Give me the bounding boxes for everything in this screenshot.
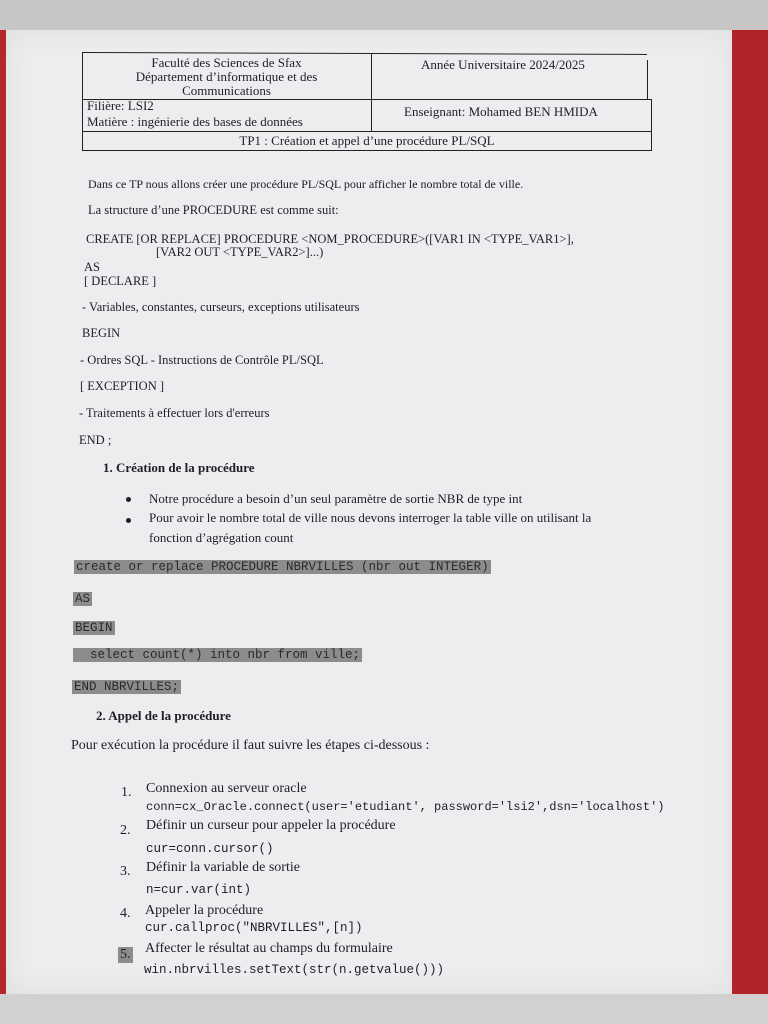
step-code: cur=conn.cursor() — [146, 842, 274, 856]
section1-title: 1. Création de la procédure — [103, 460, 255, 475]
bullet2-text-cont: fonction d’agrégation count — [149, 530, 294, 545]
bullet2-text: Pour avoir le nombre total de ville nous devons interroger la table ville on utilisant la — [149, 510, 592, 525]
bullet-icon — [126, 497, 131, 502]
step-title: Définir un curseur pour appeler la procédure — [146, 818, 396, 833]
tp-title: TP1 : Création et appel d’une procédure PL/SQL — [239, 133, 495, 148]
code-line-create — [74, 560, 491, 575]
step-title: Connexion au serveur oracle — [146, 781, 307, 796]
step-code: n=cur.var(int) — [146, 883, 252, 897]
bullet-icon — [126, 518, 131, 523]
step-title: Appeler la procédure — [145, 903, 264, 918]
department-name-cont: Communications — [182, 83, 271, 98]
code-text: BEGIN — [75, 621, 113, 635]
code-text: create or replace PROCEDURE NBRVILLES (nbr out INTEGER) — [76, 560, 489, 574]
code-text: AS — [75, 592, 91, 606]
step-code: conn=cx_Oracle.connect(user='etudiant', password='lsi2',dsn='localhost') — [146, 800, 665, 814]
code-line-end — [72, 680, 181, 695]
begin-keyword: BEGIN — [82, 326, 121, 340]
create-syntax-line1: CREATE [OR REPLACE] PROCEDURE <NOM_PROCEDURE>([VAR1 IN <TYPE_VAR1>], — [86, 232, 574, 246]
department-name: Département d’informatique et des — [135, 69, 318, 84]
binder-edge-right — [732, 30, 768, 994]
code-line-select — [73, 648, 362, 663]
end-keyword: END ; — [79, 433, 112, 447]
traitements-desc: - Traitements à effectuer lors d'erreurs — [79, 406, 270, 420]
bullet1-text: Notre procédure a besoin d’un seul paramètre de sortie NBR de type int — [149, 491, 523, 506]
background-top — [0, 0, 768, 32]
step-number: 1. — [121, 785, 132, 800]
faculty-name: Faculté des Sciences de Sfax — [151, 55, 302, 70]
intro-line: Dans ce TP nous allons créer une procédure PL/SQL pour afficher le nombre total de ville. — [88, 177, 524, 191]
code-line-as — [73, 592, 92, 607]
as-keyword: AS — [84, 260, 100, 274]
enseignant: Enseignant: Mohamed BEN HMIDA — [404, 104, 598, 119]
declare-keyword: [ DECLARE ] — [84, 274, 157, 288]
code-text: select count(*) into nbr from ville; — [75, 648, 361, 662]
step-number: 3. — [120, 864, 131, 879]
step-code: win.nbrvilles.setText(str(n.getvalue())) — [144, 963, 445, 977]
section2-title: 2. Appel de la procédure — [96, 708, 231, 723]
step-number: 2. — [120, 823, 131, 838]
matiere: Matière : ingénierie des bases de données — [87, 114, 303, 129]
structure-intro: La structure d’une PROCEDURE est comme suit: — [88, 203, 339, 217]
code-text: END NBRVILLES; — [74, 680, 180, 694]
section2-intro: Pour exécution la procédure il faut suivre les étapes ci-dessous : — [71, 738, 430, 753]
academic-year: Année Universitaire 2024/2025 — [421, 57, 585, 72]
step-number-highlighted: 5. — [120, 947, 131, 962]
ordres-desc: - Ordres SQL - Instructions de Contrôle PL/SQL — [80, 353, 324, 367]
filiere: Filière: LSI2 — [87, 98, 154, 113]
code-line-begin — [73, 621, 115, 636]
step-title: Définir la variable de sortie — [146, 860, 300, 875]
create-syntax-line2: [VAR2 OUT <TYPE_VAR2>]...) — [156, 245, 324, 259]
background-bottom — [0, 994, 768, 1024]
step-number: 4. — [120, 906, 131, 921]
step-title: Affecter le résultat au champs du formulaire — [145, 941, 393, 956]
variables-desc: - Variables, constantes, curseurs, exceptions utilisateurs — [82, 300, 360, 314]
exception-keyword: [ EXCEPTION ] — [80, 379, 165, 393]
step-code: cur.callproc("NBRVILLES",[n]) — [145, 921, 363, 935]
